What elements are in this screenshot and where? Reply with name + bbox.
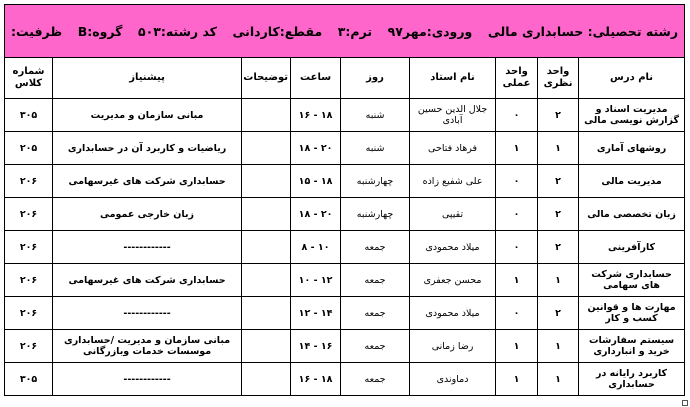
schedule-sheet (4, 4, 684, 396)
header-units-theory: واحد نظری (538, 58, 579, 99)
notes-cell (242, 132, 291, 165)
notes-cell (242, 264, 291, 297)
level-label: مقطع:کاردانی (232, 23, 323, 39)
time-cell: ۱۲ - ۱۰ (291, 264, 341, 297)
units-theory: ۱ (538, 132, 579, 165)
teacher-name: رضا زمانی (410, 330, 496, 363)
classroom-cell: ۳۰۵ (5, 99, 53, 132)
classroom-cell: ۲۰۶ (5, 165, 53, 198)
course-name: حسابداری شرکت های سهامی (579, 264, 685, 297)
day-cell: شنبه (341, 99, 410, 132)
table-row (5, 330, 685, 363)
units-theory: ۱ (538, 363, 579, 396)
table-row (5, 231, 685, 264)
table-row (5, 198, 685, 231)
units-practical: ۱ (496, 363, 538, 396)
teacher-name: دماوندی (410, 363, 496, 396)
prereq-cell: مبانی سازمان و مدیریت /حسابداری موسسات خدمات وبازرگانی (53, 330, 242, 363)
units-practical: ۰ (496, 99, 538, 132)
teacher-name: علی شفیع زاده (410, 165, 496, 198)
header-prereq: پیشنیاز (53, 58, 242, 99)
teacher-name: تقیپی (410, 198, 496, 231)
entry-label: ورودی:مهر۹۷ (387, 23, 473, 39)
day-cell: جمعه (341, 231, 410, 264)
classroom-cell: ۲۰۶ (5, 297, 53, 330)
prereq-cell: حسابداری شرکت های غیرسهامی (53, 264, 242, 297)
time-cell: ۱۸ - ۱۵ (291, 165, 341, 198)
header-day: روز (341, 58, 410, 99)
time-cell: ۱۴ - ۱۲ (291, 297, 341, 330)
header-course: نام درس (579, 58, 685, 99)
notes-cell (242, 231, 291, 264)
resize-handle[interactable] (682, 400, 688, 406)
units-theory: ۲ (538, 165, 579, 198)
header-classroom: شماره کلاس (5, 58, 53, 99)
day-cell: جمعه (341, 297, 410, 330)
prereq-cell: ------------ (53, 231, 242, 264)
classroom-cell: ۳۰۵ (5, 363, 53, 396)
classroom-cell: ۲۰۶ (5, 198, 53, 231)
field-label: رشته تحصیلی: حسابداری مالی (487, 23, 679, 39)
course-name: کارآفرینی (579, 231, 685, 264)
time-cell: ۲۰ - ۱۸ (291, 198, 341, 231)
notes-cell (242, 297, 291, 330)
header-row (5, 58, 685, 99)
units-practical: ۱ (496, 330, 538, 363)
time-cell: ۱۰ - ۸ (291, 231, 341, 264)
table-row (5, 132, 685, 165)
banner-cell (5, 5, 685, 58)
units-practical: ۱ (496, 264, 538, 297)
prereq-cell: زبان خارجی عمومی (53, 198, 242, 231)
day-cell: چهارشنبه (341, 165, 410, 198)
units-practical: ۰ (496, 165, 538, 198)
table-row (5, 363, 685, 396)
time-cell: ۱۸ - ۱۶ (291, 99, 341, 132)
units-practical: ۰ (496, 297, 538, 330)
table-row (5, 297, 685, 330)
header-teacher: نام استاد (410, 58, 496, 99)
notes-cell (242, 198, 291, 231)
day-cell: چهارشنبه (341, 198, 410, 231)
banner-row (5, 5, 685, 58)
classroom-cell: ۲۰۶ (5, 264, 53, 297)
time-cell: ۱۸ - ۱۶ (291, 363, 341, 396)
course-name: زبان تخصصی مالی (579, 198, 685, 231)
course-name: روشهای آماری (579, 132, 685, 165)
prereq-cell: ریاضیات و کاربرد آن در حسابداری (53, 132, 242, 165)
course-name: کاربرد رایانه در حسابداری (579, 363, 685, 396)
group-label: گروه:B (77, 23, 123, 39)
classroom-cell: ۲۰۶ (5, 231, 53, 264)
table-row (5, 264, 685, 297)
units-practical: ۰ (496, 231, 538, 264)
units-theory: ۲ (538, 231, 579, 264)
units-practical: ۰ (496, 198, 538, 231)
notes-cell (242, 363, 291, 396)
units-theory: ۱ (538, 330, 579, 363)
time-cell: ۲۰ - ۱۸ (291, 132, 341, 165)
teacher-name: محسن جعفری (410, 264, 496, 297)
units-theory: ۲ (538, 99, 579, 132)
units-practical: ۱ (496, 132, 538, 165)
teacher-name: جلال الدین حسین آبادی (410, 99, 496, 132)
classroom-cell: ۲۰۵ (5, 132, 53, 165)
course-name: مهارت ها و قوانین کسب و کار (579, 297, 685, 330)
term-label: ترم:۳ (337, 23, 373, 39)
teacher-name: فرهاد فتاحی (410, 132, 496, 165)
time-cell: ۱۶ - ۱۴ (291, 330, 341, 363)
teacher-name: میلاد محمودی (410, 297, 496, 330)
table-row (5, 165, 685, 198)
table-row (5, 99, 685, 132)
prereq-cell: حسابداری شرکت های غیرسهامی (53, 165, 242, 198)
notes-cell (242, 330, 291, 363)
capacity-label: ظرفیت: (11, 23, 63, 39)
prereq-cell: ------------ (53, 363, 242, 396)
day-cell: جمعه (341, 264, 410, 297)
classroom-cell: ۲۰۶ (5, 330, 53, 363)
course-name: مدیریت مالی (579, 165, 685, 198)
day-cell: جمعه (341, 330, 410, 363)
day-cell: شنبه (341, 132, 410, 165)
units-theory: ۱ (538, 264, 579, 297)
day-cell: جمعه (341, 363, 410, 396)
notes-cell (242, 99, 291, 132)
header-units-practical: واحد عملی (496, 58, 538, 99)
units-theory: ۲ (538, 198, 579, 231)
code-label: کد رشته:۵۰۳ (138, 23, 217, 39)
header-notes: توضیحات (242, 58, 291, 99)
course-name: سیستم سفارشات خرید و انبارداری (579, 330, 685, 363)
teacher-name: میلاد محمودی (410, 231, 496, 264)
prereq-cell: ------------ (53, 297, 242, 330)
notes-cell (242, 165, 291, 198)
prereq-cell: مبانی سازمان و مدیریت (53, 99, 242, 132)
schedule-table (4, 4, 685, 396)
units-theory: ۲ (538, 297, 579, 330)
course-name: مدیریت اسناد و گزارش نویسی مالی (579, 99, 685, 132)
header-time: ساعت (291, 58, 341, 99)
